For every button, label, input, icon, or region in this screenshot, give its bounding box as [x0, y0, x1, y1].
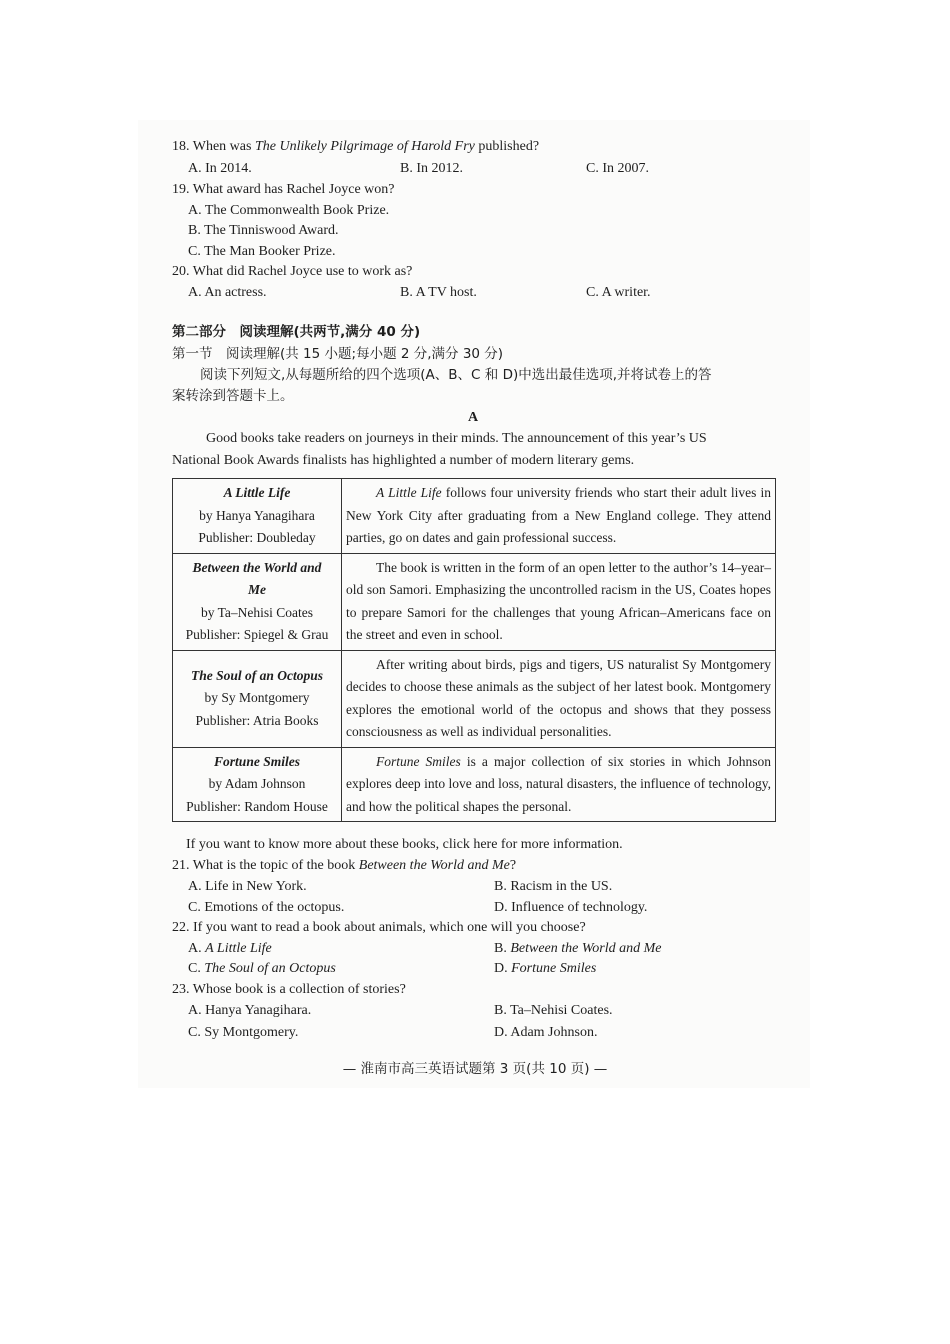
book-author: by Adam Johnson: [208, 776, 306, 791]
table-row: [173, 479, 776, 554]
book-description: The book is written in the form of an open letter to the author’s 14–year–old son Samori. Emphasizing the uncontrolled racism in the US, Coates hopes to prepare Samori for the challenges that young African–Americans face on the street and even in school.: [342, 553, 776, 650]
question-18-stem: 18. When was The Unlikely Pilgrimage of Harold Fry published?: [172, 139, 540, 154]
book-info-cell: [173, 553, 342, 650]
question-19-stem: 19. What award has Rachel Joyce won?: [172, 182, 395, 197]
q21-option-b: B. Racism in the US.: [494, 879, 613, 894]
book-info-cell: [173, 479, 342, 554]
q21-option-c: C. Emotions of the octopus.: [188, 900, 345, 915]
q19-option-c: C. The Man Booker Prize.: [188, 244, 336, 259]
book-publisher: Publisher: Random House: [186, 798, 328, 814]
book-finalists-table: [172, 478, 776, 822]
q22-option-c: C. The Soul of an Octopus: [188, 961, 336, 976]
book-info-cell: [173, 747, 342, 822]
q23-option-c: C. Sy Montgomery.: [188, 1025, 299, 1040]
q19-option-b: B. The Tinniswood Award.: [188, 223, 339, 238]
book-author: by Ta–Nehisi Coates: [200, 604, 314, 620]
section-one-heading: 第一节 阅读理解(共 15 小题;每小题 2 分,满分 30 分): [172, 346, 504, 362]
book-publisher: Publisher: Doubleday: [198, 530, 316, 545]
q20-option-c: C. A writer.: [586, 285, 651, 300]
q23-option-d: D. Adam Johnson.: [494, 1025, 598, 1040]
page-footer: — 淮南市高三英语试题第 3 页(共 10 页) —: [342, 1061, 608, 1077]
book-publisher: Publisher: Atria Books: [195, 712, 319, 728]
question-22-stem: 22. If you want to read a book about animals, which one will you choose?: [172, 920, 586, 935]
passage-intro-line-1: Good books take readers on journeys in their minds. The announcement of this year’s US: [206, 431, 707, 446]
table-row: [173, 553, 776, 650]
book-description: A Little Life follows four university friends who start their adult lives in New York City after graduating from a New England college. They attend parties, go on dates and gain professional success.: [342, 479, 776, 554]
book-description: After writing about birds, pigs and tigers, US naturalist Sy Montgomery decides to choose these animals as the subject of her latest book. Montgomery explores the emotional world of the octopus and shows that they possess consciousness as well as individual personalities.: [342, 650, 776, 747]
q22-option-a: A. A Little Life: [188, 941, 272, 956]
book-publisher: Publisher: Spiegel & Grau: [185, 627, 329, 642]
passage-label: A: [468, 410, 479, 425]
question-21-stem: 21. What is the topic of the book Between the World and Me?: [172, 858, 517, 873]
q23-option-a: A. Hanya Yanagihara.: [188, 1003, 312, 1018]
book-description: Fortune Smiles is a major collection of six stories in which Johnson explores deep into love and loss, natural disasters, the influence of technology, and how the political shapes the personal.: [342, 747, 776, 822]
book-author: by Hanya Yanagihara: [199, 507, 315, 523]
table-row: [173, 650, 776, 747]
book-title: A Little Life: [223, 485, 291, 500]
question-23-stem: 23. Whose book is a collection of stories?: [172, 982, 406, 997]
book-info-cell: [173, 650, 342, 747]
book-title: The Soul of an Octopus: [190, 667, 324, 683]
q23-option-b: B. Ta–Nehisi Coates.: [494, 1003, 613, 1018]
book-title: Fortune Smiles: [214, 753, 300, 769]
book-title: Between the World and Me: [192, 559, 322, 597]
question-20-stem: 20. What did Rachel Joyce use to work as?: [172, 264, 413, 279]
q18-option-b: B. In 2012.: [400, 161, 463, 176]
q18-option-a: A. In 2014.: [188, 161, 252, 176]
instructions-line-2: 案转涂到答题卡上。: [172, 388, 294, 404]
q19-option-a: A. The Commonwealth Book Prize.: [188, 203, 390, 218]
more-info-line: If you want to know more about these books, click here for more information.: [186, 837, 623, 852]
q21-option-a: A. Life in New York.: [188, 879, 307, 894]
instructions-line-1: 阅读下列短文,从每题所给的四个选项(A、B、C 和 D)中选出最佳选项,并将试卷上的答: [200, 367, 712, 383]
book-author: by Sy Montgomery: [204, 690, 310, 706]
part-two-heading: 第二部分 阅读理解(共两节,满分 40 分): [172, 324, 421, 340]
q18-option-c: C. In 2007.: [586, 161, 649, 176]
q20-option-a: A. An actress.: [188, 285, 267, 300]
q22-option-b: B. Between the World and Me: [494, 941, 662, 956]
table-row: [173, 747, 776, 822]
q20-option-b: B. A TV host.: [400, 285, 477, 300]
q22-option-d: D. Fortune Smiles: [494, 961, 597, 976]
passage-intro-line-2: National Book Awards finalists has highlighted a number of modern literary gems.: [172, 453, 635, 468]
q21-option-d: D. Influence of technology.: [494, 900, 648, 915]
